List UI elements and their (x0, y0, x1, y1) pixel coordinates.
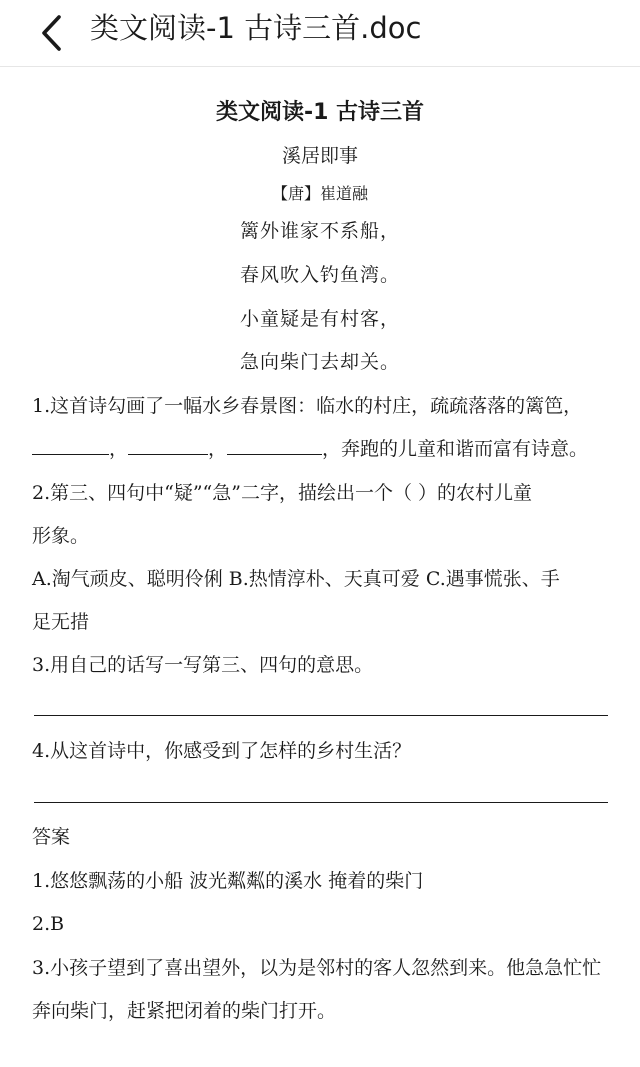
answer-1: 1.悠悠飘荡的小船 波光粼粼的溪水 掩着的柴门 (32, 870, 424, 892)
poem-line: 急向柴门去却关。 (239, 351, 400, 373)
fill-blank (128, 436, 208, 455)
fill-blank (227, 436, 322, 455)
question-4-text: 4.从这首诗中，你感受到了怎样的乡村生活？ (32, 740, 412, 762)
question-2-options-cont: 足无措 (32, 611, 90, 633)
question-2-text: 2.第三、四句中“疑”“急”二字，描绘出一个（ ）的农村儿童 (32, 482, 533, 504)
question-1-blanks (32, 436, 588, 462)
back-button[interactable] (30, 8, 80, 58)
answer-line (34, 802, 608, 803)
chevron-left-icon (30, 8, 80, 58)
blank-separator: ， (208, 438, 228, 460)
document-page (0, 67, 640, 1067)
poem-line: 篱外谁家不系船， (239, 220, 400, 242)
question-2-options: A.淘气顽皮、聪明伶俐 B.热情淳朴、天真可爱 C.遇事慌张、手 (32, 568, 560, 590)
answer-3: 3.小孩子望到了喜出望外，以为是邻村的客人忽然到来。他急急忙忙 (32, 957, 602, 979)
title-bar (0, 0, 640, 67)
document-title: 类文阅读-1 古诗三首.doc (90, 11, 422, 45)
question-1-tail: ，奔跑的儿童和谐而富有诗意。 (322, 438, 589, 460)
answer-2: 2.B (32, 913, 65, 935)
answer-line (34, 715, 608, 716)
question-1-text: 1.这首诗勾画了一幅水乡春景图：临水的村庄，疏疏落落的篱笆， (32, 395, 583, 417)
question-2-text-cont: 形象。 (32, 525, 90, 547)
poem-line: 春风吹入钓鱼湾。 (239, 264, 400, 286)
blank-separator: ， (109, 438, 129, 460)
poem-author: 【唐】崔道融 (271, 184, 368, 203)
question-3-text: 3.用自己的话写一写第三、四句的意思。 (32, 654, 374, 676)
answers-label: 答案 (32, 826, 71, 848)
document-heading: 类文阅读-1 古诗三首 (215, 100, 425, 125)
poem-line: 小童疑是有村客， (239, 308, 400, 330)
poem-title: 溪居即事 (281, 145, 358, 167)
fill-blank (32, 436, 109, 455)
answer-3-cont: 奔向柴门，赶紧把闭着的柴门打开。 (32, 1000, 337, 1022)
